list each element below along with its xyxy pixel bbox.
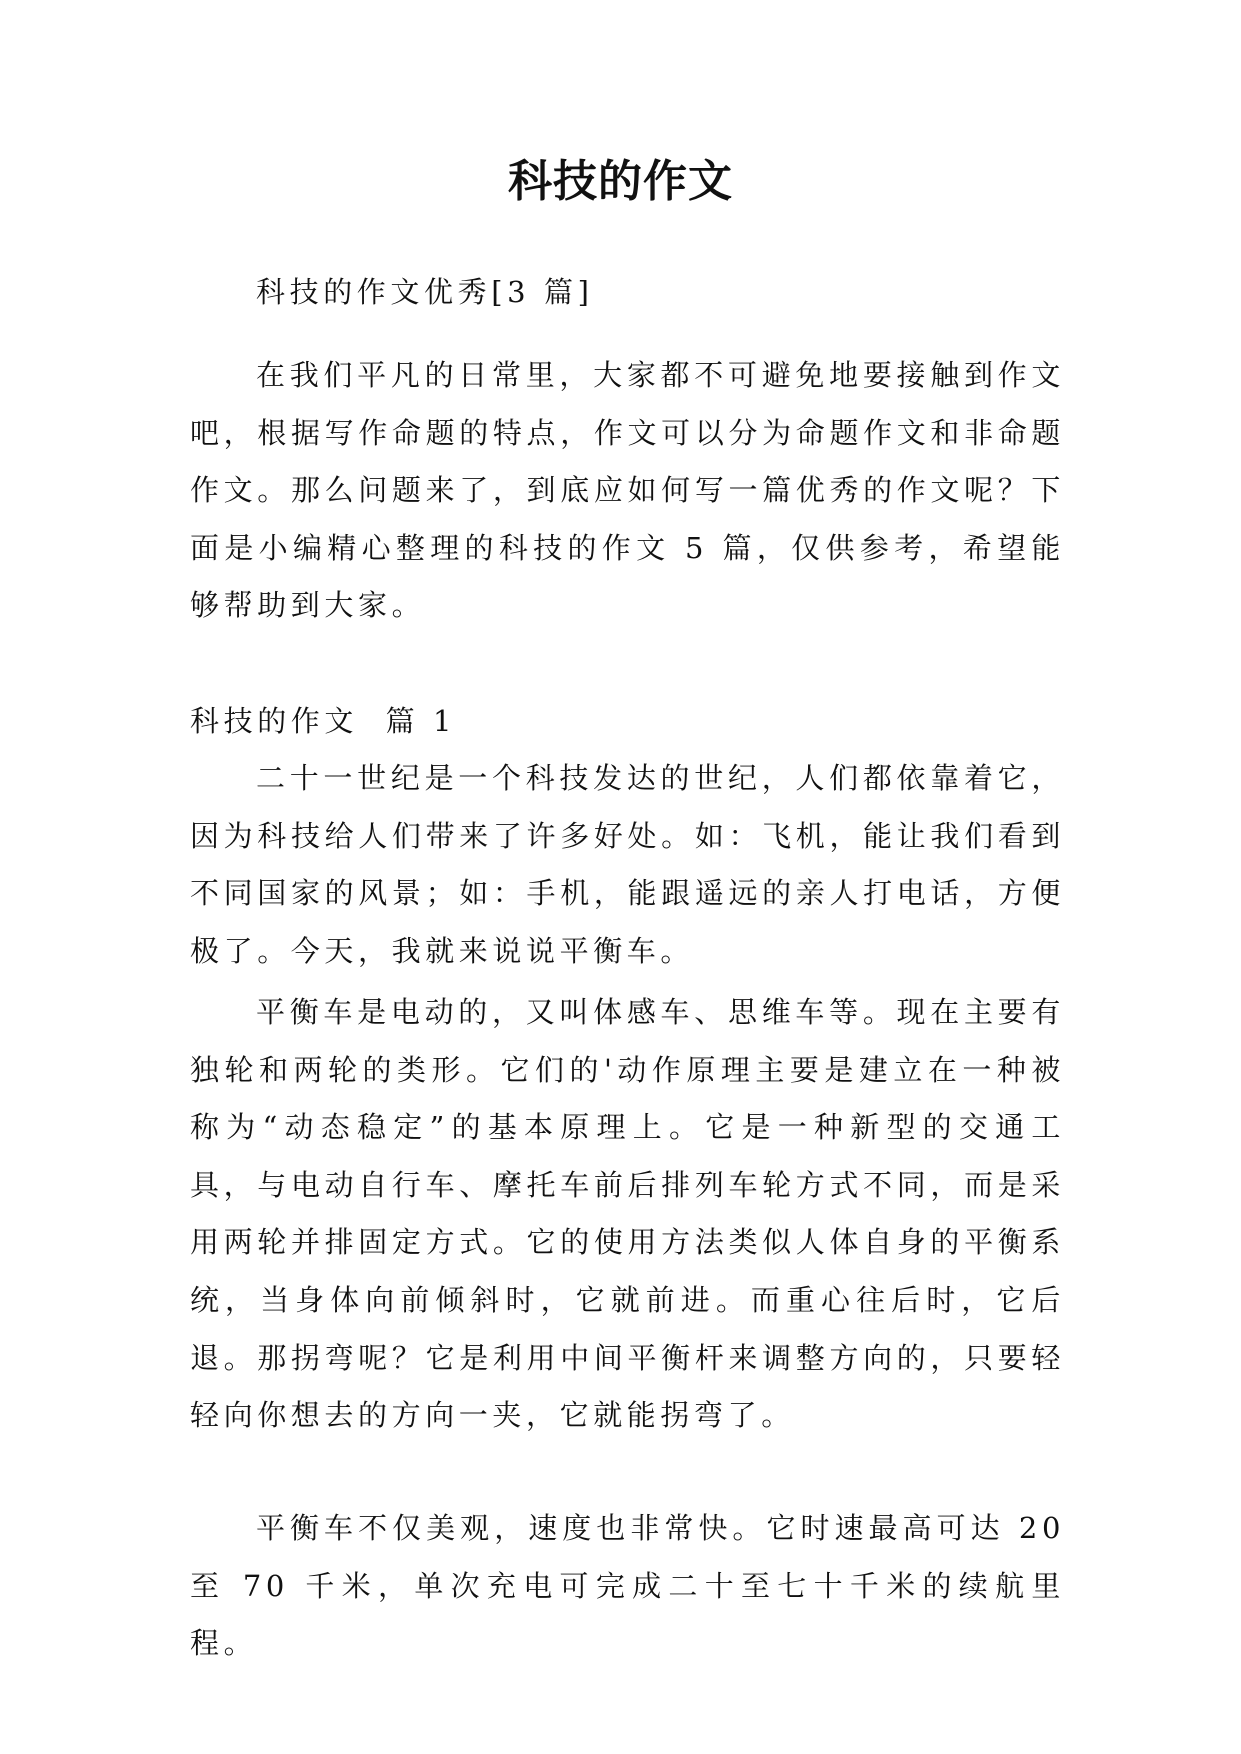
section-heading: 科技的作文 篇 1: [190, 704, 457, 738]
body-paragraph-2: 平衡车是电动的，又叫体感车、思维车等。现在主要有独轮和两轮的类形。它们的'动作原理主要是建立在一种被称为“动态稳定”的基本原理上。它是一种新型的交通工具，与电动自行车、摩托车前后排列车轮方式不同，而是采用两轮并排固定方式。它的使用方法类似人体自身的平衡系统，当身体向前倾斜时，它就前进。而重心往后时，它后退。那拐弯呢？它是利用中间平衡杆来调整方向的，只要轻轻向你想去的方向一夹，它就能拐弯了。: [190, 995, 1065, 1433]
body-paragraph-1: 二十一世纪是一个科技发达的世纪，人们都依靠着它，因为科技给人们带来了许多好处。如：飞机，能让我们看到不同国家的风景；如：手机，能跟遥远的亲人打电话，方便极了。今天，我就来说说平衡车。: [190, 761, 1065, 968]
page-title: 科技的作文: [508, 156, 733, 207]
document-subtitle: 科技的作文优秀[3 篇]: [256, 275, 594, 309]
intro-paragraph: 在我们平凡的日常里，大家都不可避免地要接触到作文吧，根据写作命题的特点，作文可以分为命题作文和非命题作文。那么问题来了，到底应如何写一篇优秀的作文呢？下面是小编精心整理的科技的作文 5 篇，仅供参考，希望能够帮助到大家。: [190, 358, 1065, 623]
body-paragraph-3: 平衡车不仅美观，速度也非常快。它时速最高可达 20 至 70 千米，单次充电可完成二十至七十千米的续航里程。: [190, 1511, 1065, 1661]
